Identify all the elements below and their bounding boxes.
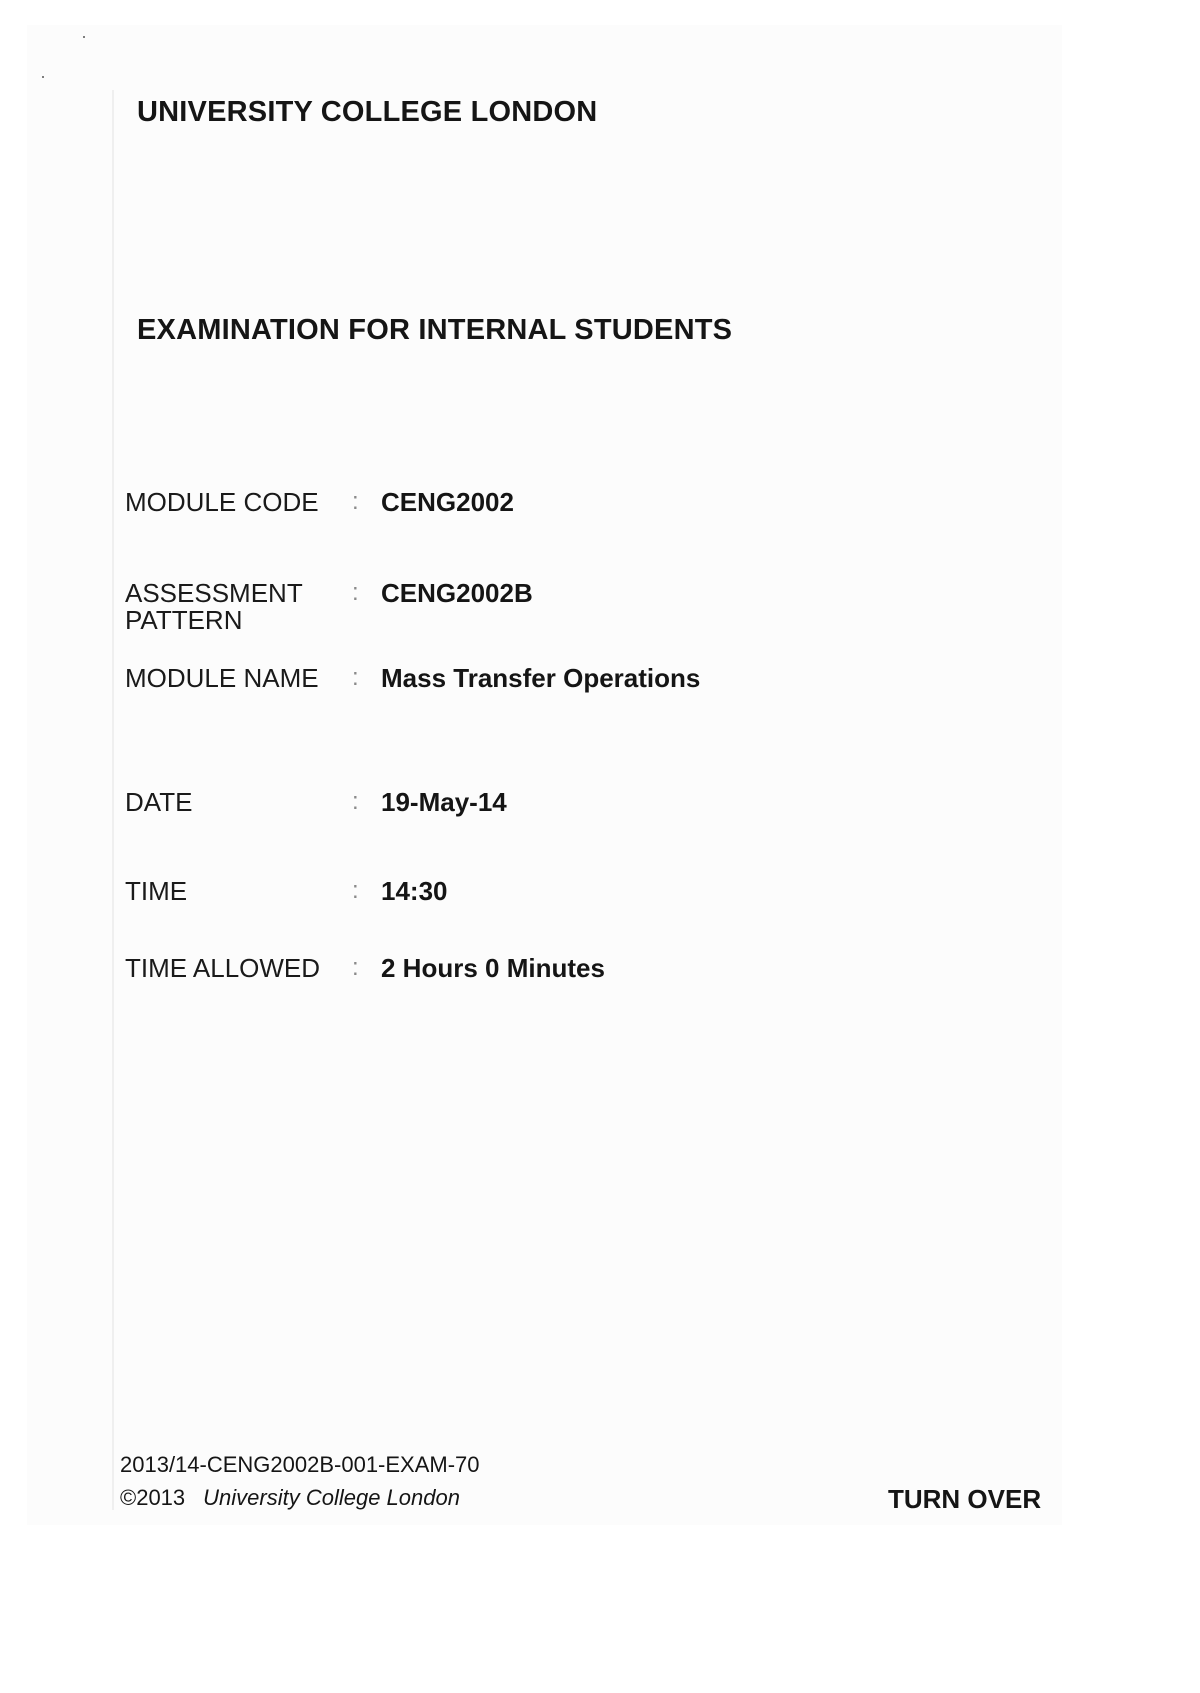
scan-margin-line xyxy=(112,90,114,1510)
date-label: DATE xyxy=(125,787,193,817)
time-label: TIME xyxy=(125,876,188,906)
turn-over-notice: TURN OVER xyxy=(888,1484,1042,1514)
time-allowed-separator: : xyxy=(352,954,359,981)
time-allowed-label: TIME ALLOWED xyxy=(125,953,321,983)
time-allowed-value: 2 Hours 0 Minutes xyxy=(381,953,605,983)
date-value: 19-May-14 xyxy=(381,787,507,817)
module-name-separator: : xyxy=(352,664,359,691)
module-code-value: CENG2002 xyxy=(381,487,514,517)
assessment-pattern-label-line2: PATTERN xyxy=(125,605,243,635)
module-name-label: MODULE NAME xyxy=(125,663,319,693)
module-code-label: MODULE CODE xyxy=(125,487,319,517)
assessment-pattern-value: CENG2002B xyxy=(381,578,533,608)
scan-speck xyxy=(83,36,85,38)
time-value: 14:30 xyxy=(381,876,448,906)
module-name-value: Mass Transfer Operations xyxy=(381,663,701,693)
institution-title: UNIVERSITY COLLEGE LONDON xyxy=(137,96,598,128)
assessment-pattern-label-line1: ASSESSMENT xyxy=(125,578,303,608)
exam-cover-sheet xyxy=(27,25,1062,1525)
scan-speck xyxy=(42,76,44,78)
time-separator: : xyxy=(352,877,359,904)
copyright-year: ©2013 xyxy=(120,1485,186,1510)
exam-paper-code: 2013/14-CENG2002B-001-EXAM-70 xyxy=(120,1452,480,1477)
exam-type-title: EXAMINATION FOR INTERNAL STUDENTS xyxy=(137,314,733,346)
module-code-separator: : xyxy=(352,488,359,515)
copyright-holder: University College London xyxy=(203,1485,460,1510)
copyright-notice xyxy=(120,1485,460,1511)
assessment-pattern-separator: : xyxy=(352,579,359,606)
date-separator: : xyxy=(352,788,359,815)
